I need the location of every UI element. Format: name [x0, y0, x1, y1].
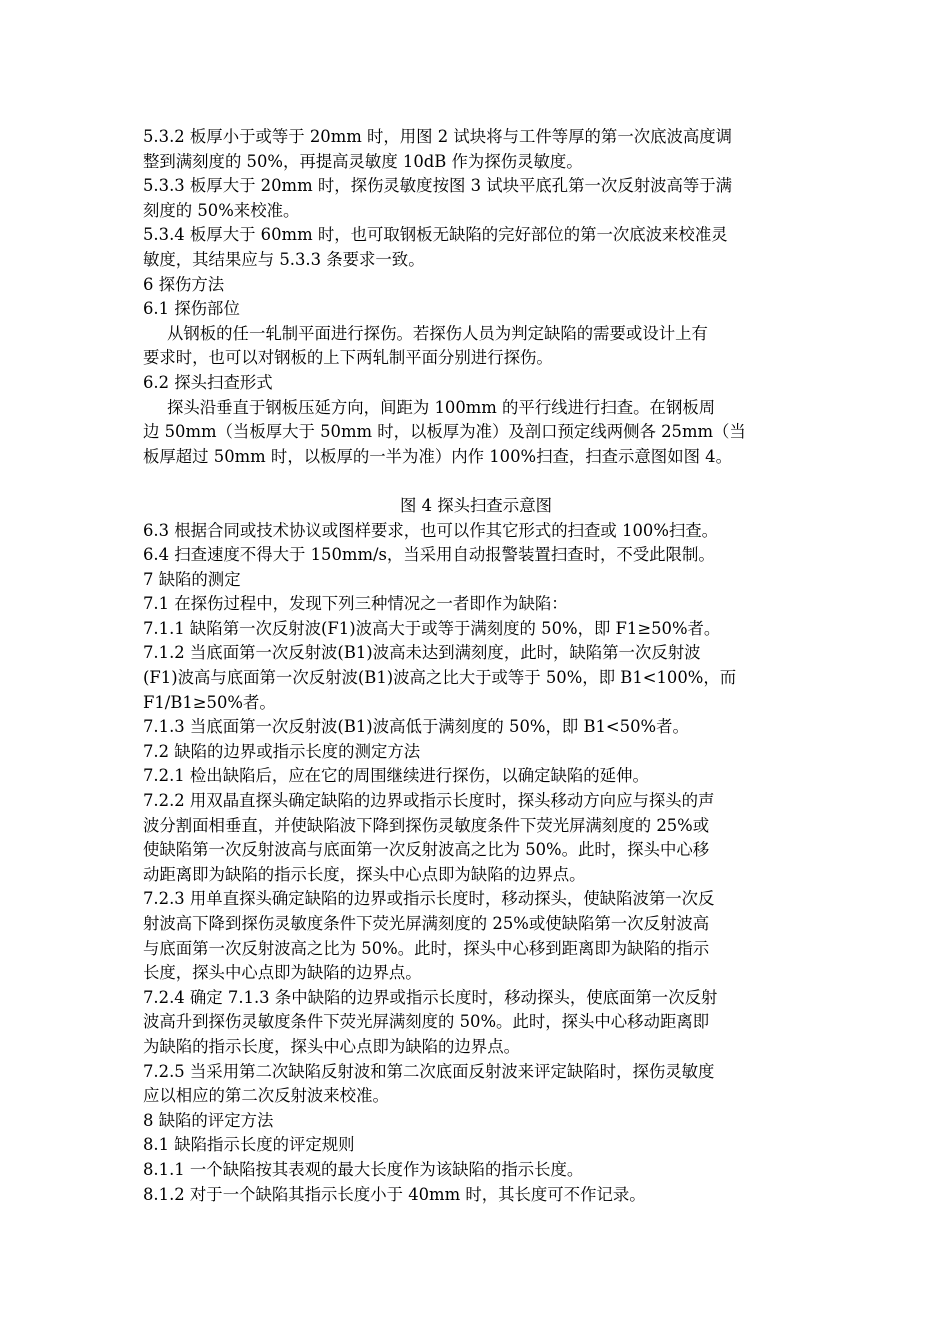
text-line: 7.1 在探伤过程中，发现下列三种情况之一者即作为缺陷： [143, 594, 568, 614]
text-line: 6.4 扫查速度不得大于 150mm/s，当采用自动报警装置扫查时，不受此限制。 [143, 545, 715, 565]
text-line: 动距离即为缺陷的指示长度，探头中心点即为缺陷的边界点。 [143, 864, 586, 884]
text-line: 板厚超过 50mm 时，以板厚的一半为准）内作 100%扫查，扫查示意图如图 4。 [143, 446, 733, 466]
text-line: 与底面第一次反射波高之比为 50%。此时，探头中心移到距离即为缺陷的指示 [143, 938, 710, 958]
text-line: 8.1.1 一个缺陷按其表观的最大长度作为该缺陷的指示长度。 [143, 1159, 584, 1179]
text-line: 要求时，也可以对钢板的上下两轧制平面分别进行探伤。 [143, 348, 553, 368]
text-line: 整到满刻度的 50%，再提高灵敏度 10dB 作为探伤灵敏度。 [143, 151, 583, 171]
text-line: 7.2.3 用单直探头确定缺陷的边界或指示长度时，移动探头，使缺陷波第一次反 [143, 889, 715, 909]
text-line: 5.3.4 板厚大于 60mm 时，也可取钢板无缺陷的完好部位的第一次底波来校准灵 [143, 225, 728, 245]
text-line: 应以相应的第二次反射波来校准。 [143, 1086, 389, 1106]
text-line: 7.2.2 用双晶直探头确定缺陷的边界或指示长度时，探头移动方向应与探头的声 [143, 791, 715, 811]
text-line: 7.1.3 当底面第一次反射波(B1)波高低于满刻度的 50%，即 B1<50%者。 [143, 717, 689, 737]
text-line: 刻度的 50%来校准。 [143, 200, 300, 220]
text-line: F1/B1≥50%者。 [143, 692, 276, 712]
text-line: 5.3.3 板厚大于 20mm 时，探伤灵敏度按图 3 试块平底孔第一次反射波高等于满 [143, 176, 733, 196]
text-line: 波高升到探伤灵敏度条件下荧光屏满刻度的 50%。此时，探头中心移动距离即 [143, 1012, 710, 1032]
text-line: 长度，探头中心点即为缺陷的边界点。 [143, 963, 422, 983]
subsection-heading: 7.2 缺陷的边界或指示长度的测定方法 [143, 741, 421, 761]
text-line: 7.1.1 缺陷第一次反射波(F1)波高大于或等于满刻度的 50%，即 F1≥50%者。 [143, 618, 721, 638]
text-line: 为缺陷的指示长度，探头中心点即为缺陷的边界点。 [143, 1036, 520, 1056]
subsection-heading: 6.1 探伤部位 [143, 299, 240, 319]
text-line: 边 50mm（当板厚大于 50mm 时，以板厚为准）及剖口预定线两侧各 25mm（当 [143, 422, 746, 442]
text-line: 7.2.4 确定 7.1.3 条中缺陷的边界或指示长度时，移动探头，使底面第一次反射 [143, 987, 718, 1007]
text-line: 使缺陷第一次反射波高与底面第一次反射波高之比为 50%。此时，探头中心移 [143, 840, 710, 860]
text-line: 7.2.1 检出缺陷后，应在它的周围继续进行探伤，以确定缺陷的延伸。 [143, 766, 649, 786]
text-line: 探头沿垂直于钢板压延方向，间距为 100mm 的平行线进行扫查。在钢板周 [167, 397, 716, 417]
document-page [143, 125, 809, 1207]
section-heading: 6 探伤方法 [143, 274, 225, 294]
text-line: 敏度，其结果应与 5.3.3 条要求一致。 [143, 249, 425, 269]
text-line: 从钢板的任一轧制平面进行探伤。若探伤人员为判定缺陷的需要或设计上有 [167, 323, 708, 343]
text-line: 5.3.2 板厚小于或等于 20mm 时，用图 2 试块将与工件等厚的第一次底波高度调 [143, 127, 733, 146]
text-line: 7.1.2 当底面第一次反射波(B1)波高未达到满刻度，此时，缺陷第一次反射波 [143, 643, 701, 663]
subsection-heading: 6.2 探头扫查形式 [143, 372, 273, 392]
blank-line [143, 469, 809, 494]
subsection-heading: 8.1 缺陷指示长度的评定规则 [143, 1135, 355, 1155]
text-line: 波分割面相垂直，并使缺陷波下降到探伤灵敏度条件下荧光屏满刻度的 25%或 [143, 815, 710, 835]
figure-caption: 图 4 探头扫查示意图 [400, 495, 552, 515]
section-heading: 7 缺陷的测定 [143, 569, 241, 589]
text-line: 8.1.2 对于一个缺陷其指示长度小于 40mm 时，其长度可不作记录。 [143, 1184, 646, 1204]
text-line: 射波高下降到探伤灵敏度条件下荧光屏满刻度的 25%或使缺陷第一次反射波高 [143, 914, 710, 933]
text-line: 6.3 根据合同或技术协议或图样要求，也可以作其它形式的扫查或 100%扫查。 [143, 520, 719, 540]
text-line: (F1)波高与底面第一次反射波(B1)波高之比大于或等于 50%，即 B1<100%，而 [143, 668, 737, 688]
section-heading: 8 缺陷的评定方法 [143, 1110, 274, 1130]
text-line: 7.2.5 当采用第二次缺陷反射波和第二次底面反射波来评定缺陷时，探伤灵敏度 [143, 1061, 715, 1081]
